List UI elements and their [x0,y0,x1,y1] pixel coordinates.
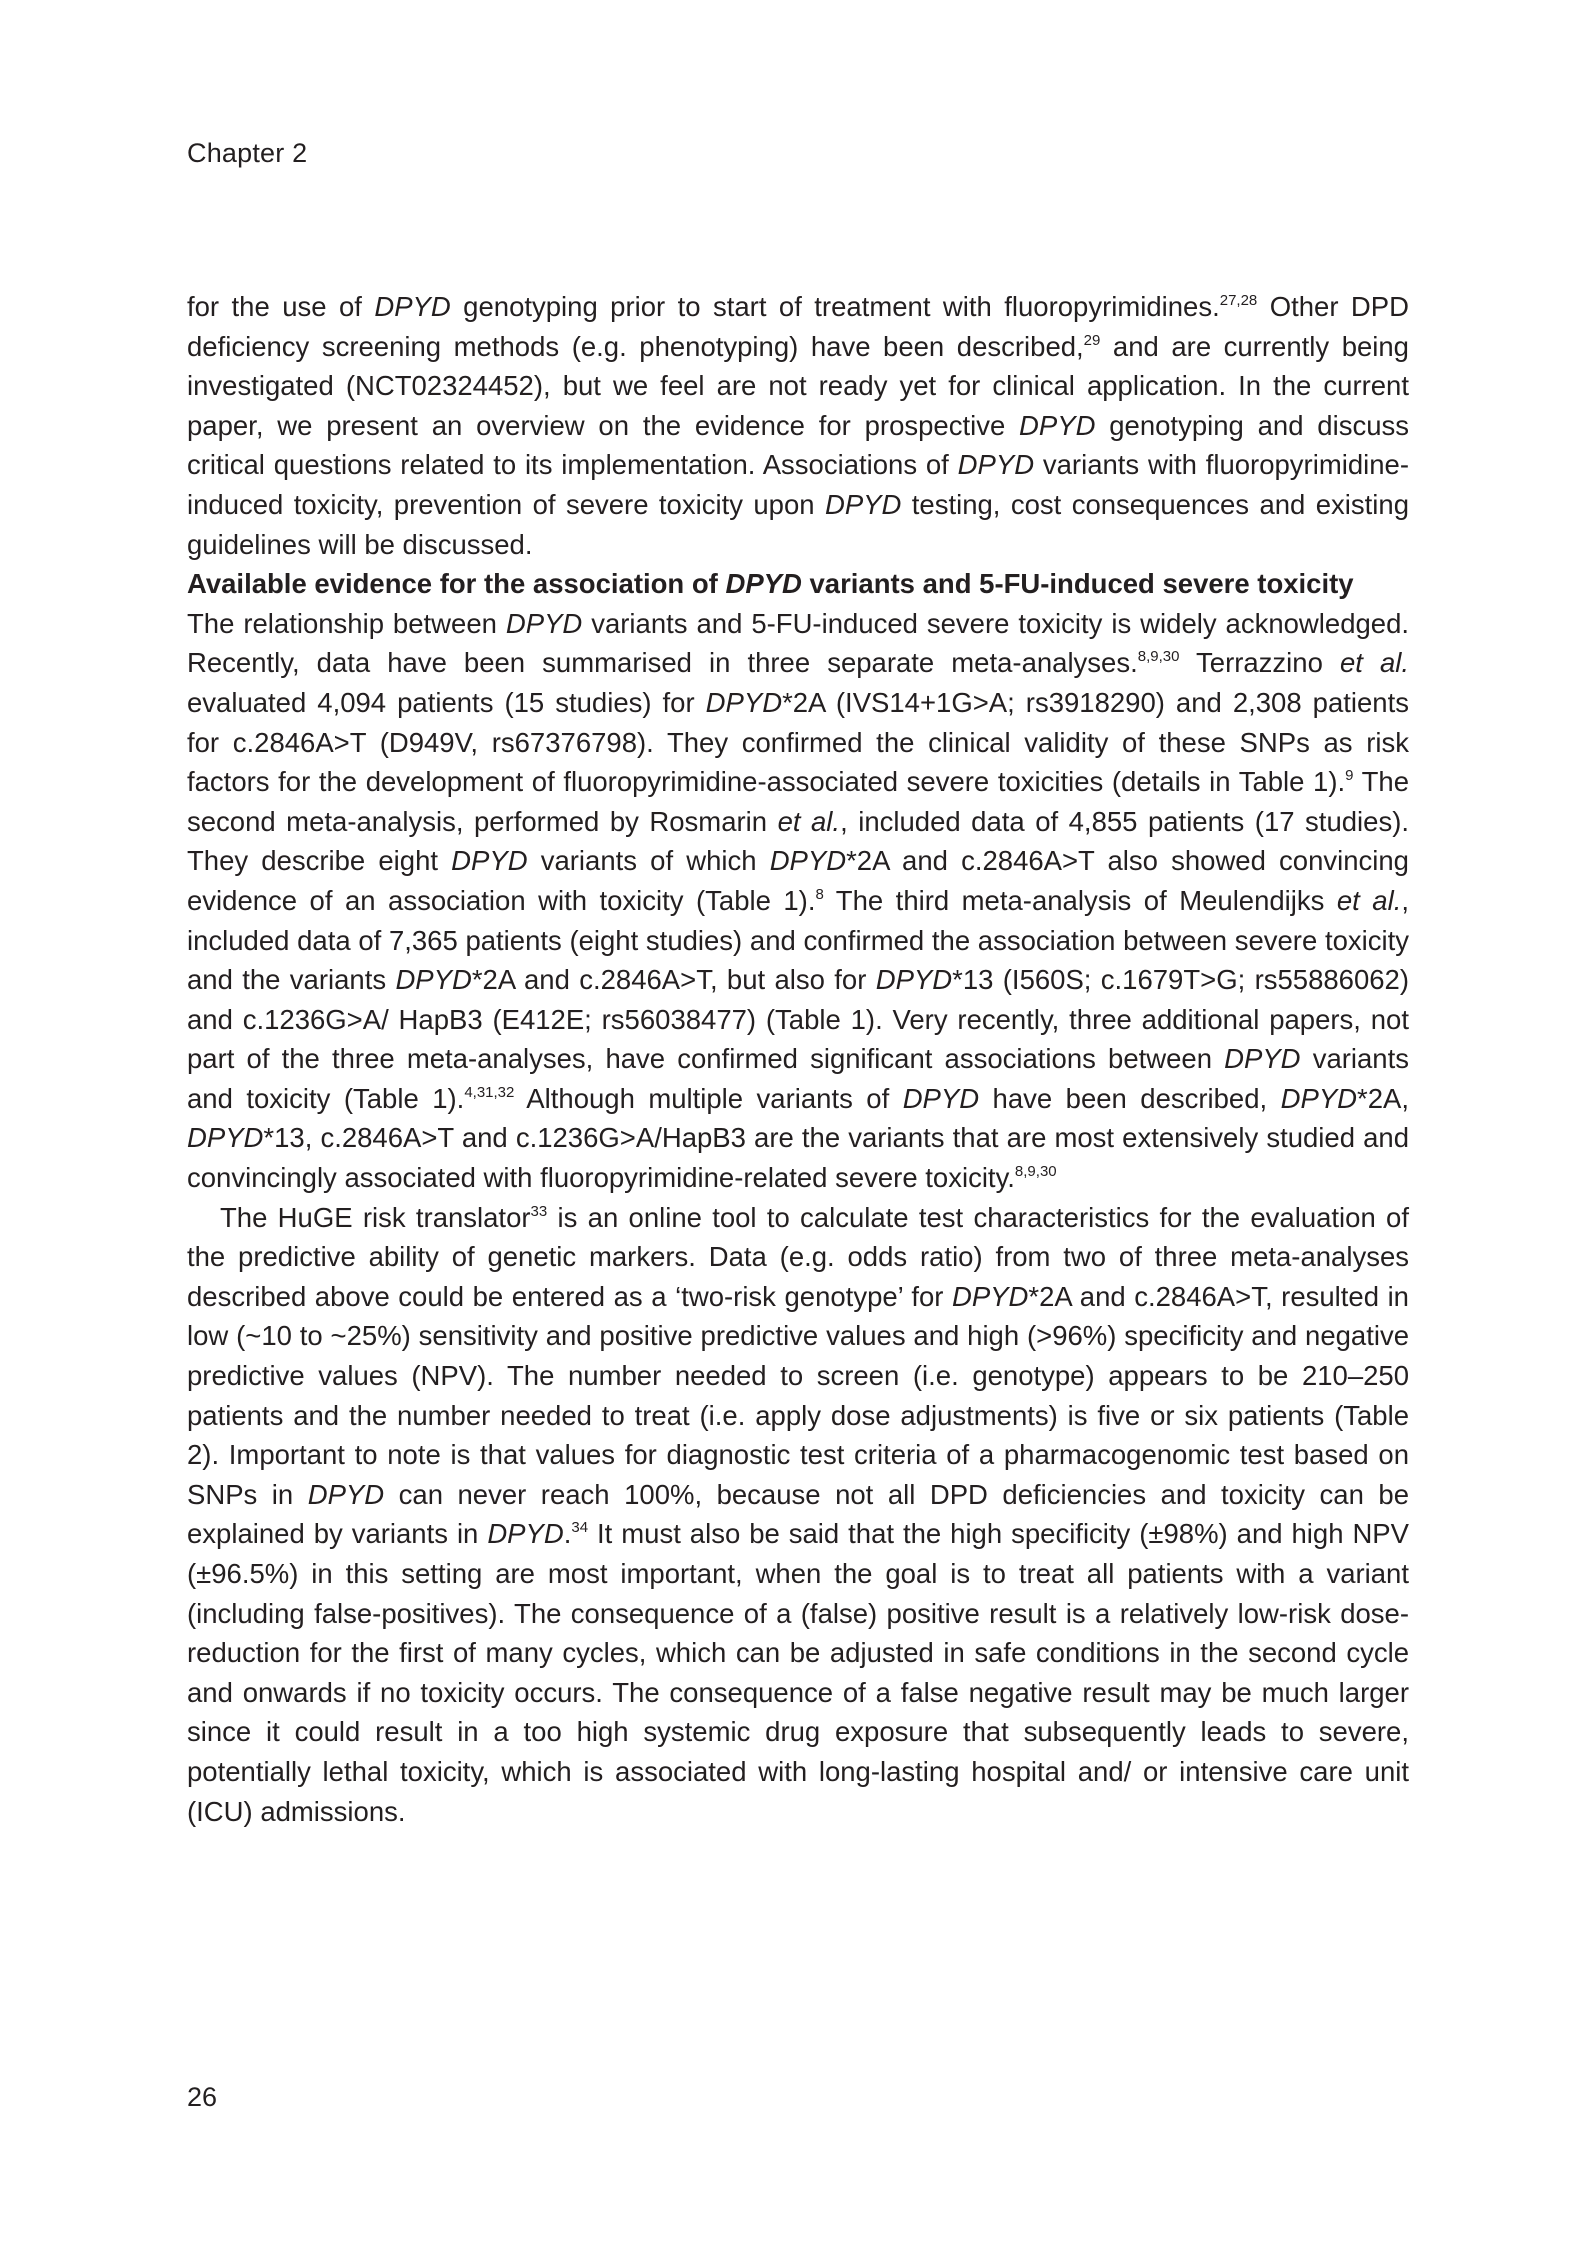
text-run: *2A, [1357,1082,1410,1114]
body-text [187,287,1409,1831]
text-run: *2A and c.2846A>T, but also for [471,964,876,996]
text-run: The HuGE risk translator [220,1201,531,1233]
text-run: *2A and c.2846A>T also showed convincing evidence of an association with toxicity (Table 1). [187,845,1409,916]
citation: 27,28 [1219,292,1258,309]
gene-name: DPYD [1224,1043,1301,1075]
citation: 4,31,32 [464,1083,515,1101]
text-run: for the use of [187,291,375,322]
gene-name: DPYD [824,488,902,520]
gene-name: DPYD [451,845,528,877]
text-run: It must also be said that the high specificity (±98%) and high NPV (±96.5%) in this setting are most important, when the goal is to treat all patients with a variant (including false-positives). The consequence of a (false) positive result is a relatively low-risk dose-reduction for the first of many cycles, which can be adjusted in safe conditions in the second cycle and onwards if no toxicity occurs. The consequence of a false negative result may be much larger since it could result in a too high systemic drug exposure that subsequently leads to severe, potentially lethal toxicity, which is associated with long-lasting hospital and/ or intensive care unit (ICU) admissions. [187,1518,1409,1827]
text-run: Although multiple variants of [514,1082,903,1114]
gene-name: DPYD [951,1280,1029,1312]
gene-name: DPYD [487,1518,564,1550]
section-heading [187,564,1409,604]
gene-name: DPYD [374,291,451,322]
text-run: genotyping and discuss critical questions related to its implementation. Associations of [187,409,1409,481]
citation: 9 [1345,767,1354,785]
text-run: evaluated 4,094 patients (15 studies) for [187,686,706,718]
gene-name: DPYD [395,964,472,996]
running-header: Chapter 2 [187,138,308,168]
gene-name: DPYD [307,1478,385,1510]
text-run: Terrazzino [1179,647,1340,679]
text-run: testing, cost consequences and existing guidelines will be discussed. [187,488,1410,560]
text-run: The second meta-analysis, performed by Rosmarin [187,766,1410,837]
text-run: variants of which [527,845,770,877]
text-run: The relationship between [187,607,506,639]
text-run: genotyping prior to start of treatment with fluoropyrimidines. [450,291,1220,322]
et-al: et al. [777,805,841,837]
text-run: *13 (I560S; c.1679T>G; rs55886062) and c.1236G>A/ HapB3 (E412E; rs56038477) (Table 1). Very recently, three additional papers, not part of the three meta-analyses, have confirmed significant associations between [187,964,1409,1075]
text-run: variants with fluoropyrimidine-induced toxicity, prevention of severe toxicity upon [187,449,1409,520]
text-run: have been described, [979,1082,1281,1114]
text-run: , included data of 7,365 patients (eight studies) and confirmed the association between severe toxicity and the variants [187,884,1409,996]
et-al: et al. [1339,647,1409,679]
gene-name: DPYD [187,1122,264,1154]
text-run: variants and 5-FU-induced severe toxicity is widely acknowledged. Recently, data have been summarised in three separate meta-analyses. [187,607,1410,679]
huge-paragraph [187,1198,1409,1832]
text-run: Other DPD deficiency screening methods (e.g. phenotyping) have been described, [187,291,1409,362]
citation: 33 [530,1202,548,1220]
text-run: variants and 5-FU-induced severe toxicity [801,568,1354,600]
text-run: is an online tool to calculate test characteristics for the evaluation of the predictive ability of genetic markers. Data (e.g. odds ratio) from two of three meta-analyses described above could be entered as a ‘two-risk genotype’ for [187,1201,1409,1312]
gene-name: DPYD [1019,409,1096,441]
text-run: *2A and c.2846A>T, resulted in low (~10 to ~25%) sensitivity and positive predictive values and high (>96%) specificity and negative predictive values (NPV). The number needed to screen (i.e. genotype) appears to be 210–250 patients and the number needed to treat (i.e. apply dose adjustments) is five or six patients (Table 2). Important to note is that values for diagnostic test criteria of a pharmacogenomic test based on SNPs in [187,1280,1409,1510]
text-run: can never reach 100%, because not all DPD deficiencies and toxicity can be explained by variants in [187,1478,1409,1550]
page-number: 26 [187,2082,218,2112]
text-run: and are currently being investigated (NCT02324452), but we feel are not ready yet for clinical application. In the current paper, we present an overview on the evidence for prospective [187,330,1409,441]
text-run: *2A (IVS14+1G>A; rs3918290) and 2,308 patients for c.2846A>T (D949V, rs67376798). They confirmed the clinical validity of these SNPs as risk factors for the development of fluoropyrimidine-associated severe toxicities (details in Table 1). [187,686,1409,798]
gene-name: DPYD [902,1082,980,1114]
intro-paragraph [187,287,1409,564]
citation: 8,9,30 [1014,1163,1057,1181]
text-run: *13, c.2846A>T and c.1236G>A/HapB3 are the variants that are most extensively studied and convincingly associated with fluoropyrimidine-related severe toxicity. [187,1122,1409,1194]
citation: 8,9,30 [1137,648,1180,666]
gene-name: DPYD [705,686,783,718]
evidence-paragraph [187,604,1409,1198]
gene-name: DPYD [769,845,847,877]
text-run: The third meta-analysis of Meulendijks [823,884,1337,916]
gene-name: DPYD [505,607,583,639]
citation: 8 [815,885,824,903]
text-run: variants and toxicity (Table 1). [187,1043,1409,1114]
text-run: , included data of 4,855 patients (17 studies). They describe eight [187,805,1409,877]
gene-name: DPYD [957,449,1035,481]
text-run: Available evidence for the association of [187,568,726,600]
gene-name: DPYD [725,568,802,600]
citation: 34 [571,1519,589,1537]
citation: 29 [1083,331,1101,349]
gene-name: DPYD [875,964,953,996]
gene-name: DPYD [1280,1082,1358,1114]
et-al: et al. [1336,884,1402,916]
text-run: . [563,1518,572,1550]
